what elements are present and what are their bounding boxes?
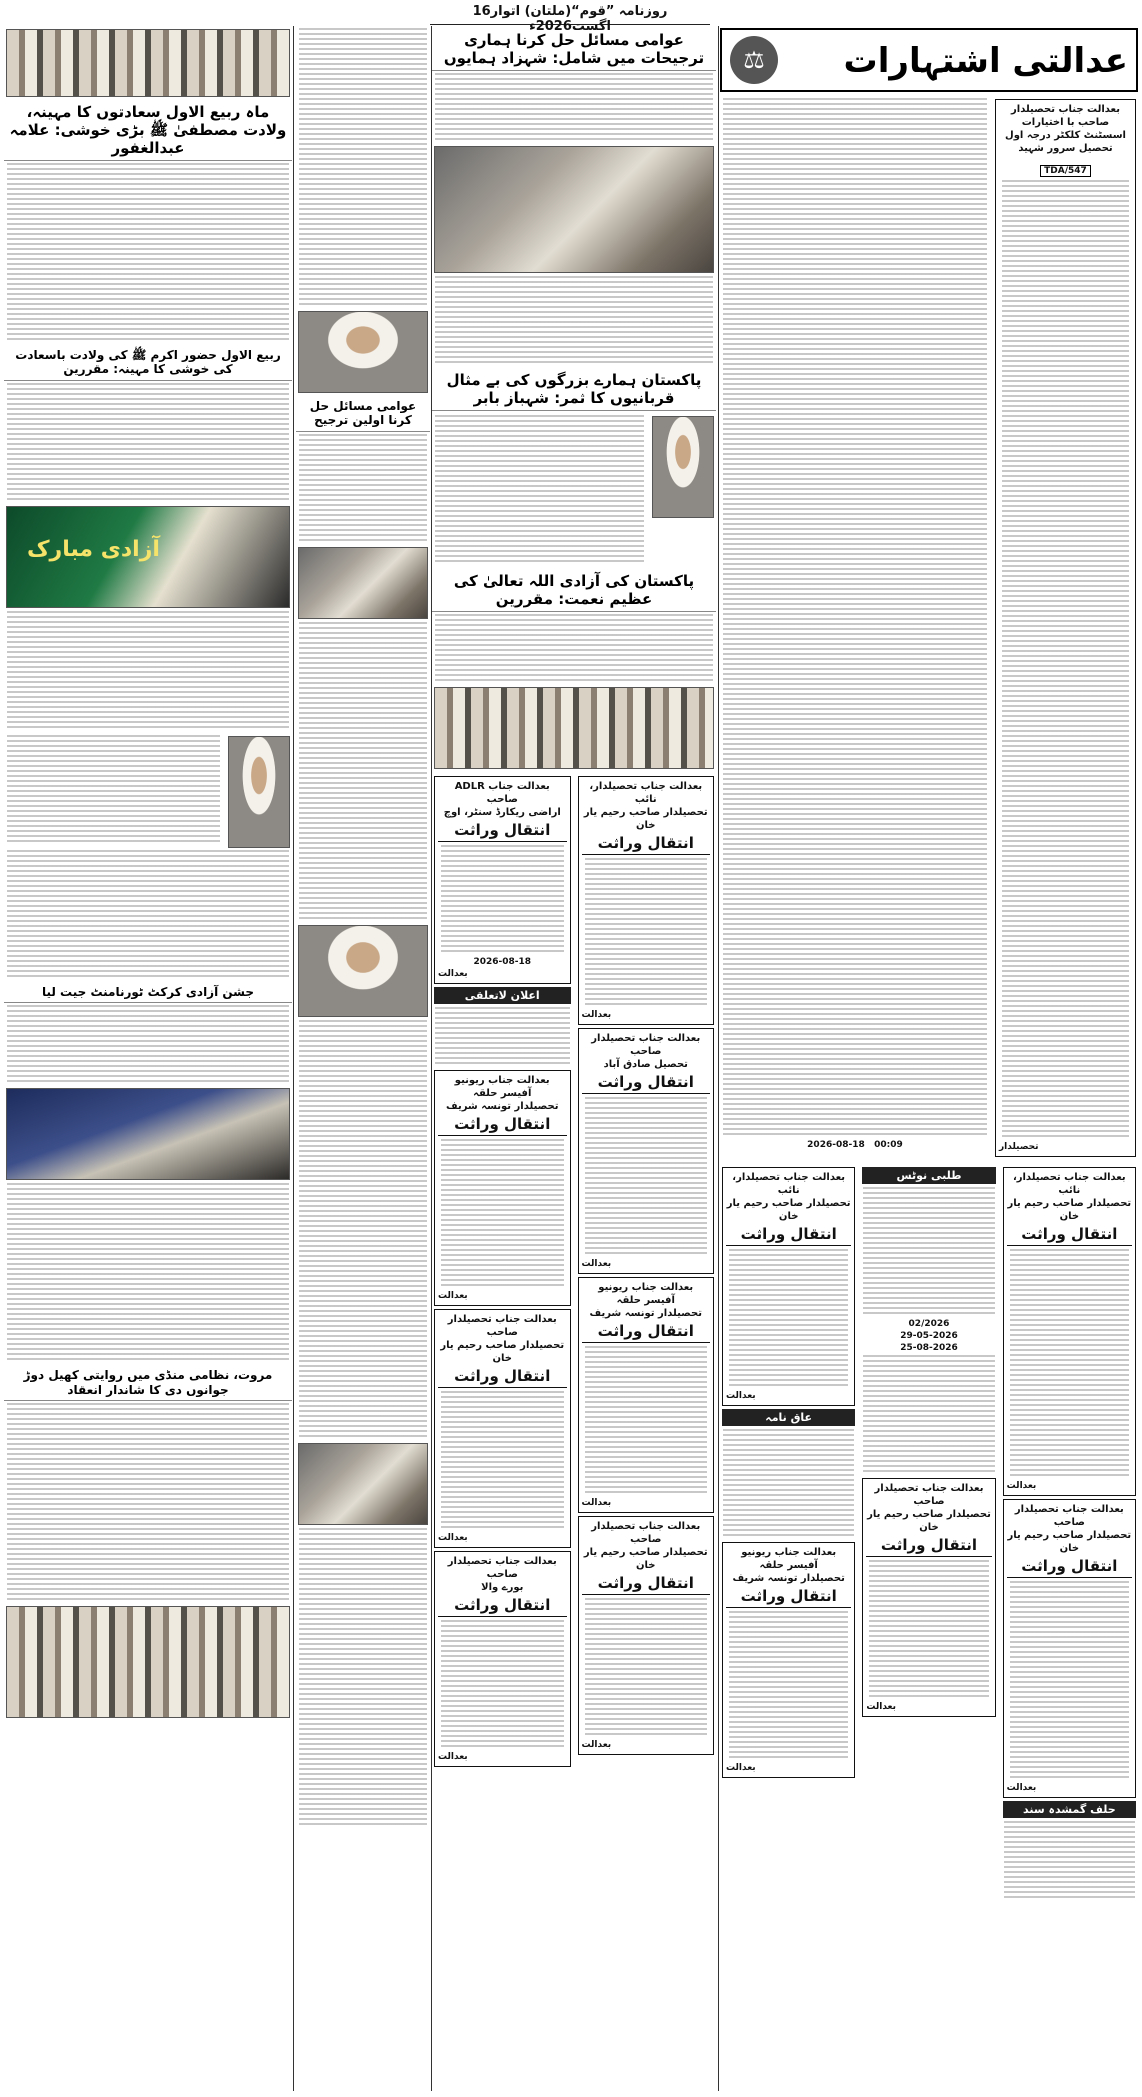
news-headline: مروت، نظامی منڈی میں روایتی کھیل دوڑ جوانوں دی کا شاندار انعقاد bbox=[4, 1365, 292, 1401]
ad-body-text bbox=[723, 98, 987, 1138]
news-headline: ماہ ربیع الاول سعادتوں کا مہینہ، ولادت مصطفیٰ ﷺ بڑی خوشی: علامہ عبدالغفور bbox=[4, 100, 292, 161]
scales-of-justice-icon: ⚖ bbox=[730, 36, 778, 84]
ad-court-name: بعدالت جناب ADLR صاحب bbox=[454, 781, 550, 805]
classified-ad-main bbox=[995, 99, 1136, 1157]
news-headline: عوامی مسائل حل کرنا ہماری ترجیحات میں شامل: شہزاد ہمایوں bbox=[432, 28, 716, 71]
ad-office-name: تحصیلدار تونسہ شریف bbox=[589, 1308, 702, 1319]
classified-ad bbox=[434, 1309, 571, 1548]
classified-ad bbox=[578, 1028, 715, 1274]
ad-body-text bbox=[441, 1391, 564, 1531]
court-ads-banner bbox=[720, 28, 1138, 92]
ad-court-name: بعدالت جناب تحصیلدار، نائب bbox=[1012, 1172, 1126, 1196]
ad-signature: بعدالت bbox=[438, 1533, 468, 1543]
notice-tag: اعلان لاتعلقی bbox=[434, 987, 571, 1004]
classified-ad bbox=[578, 1516, 715, 1755]
ad-signature: بعدالت bbox=[581, 1740, 612, 1750]
ad-court-name: بعدالت جناب تحصیلدار صاحب با اختیارات اسسٹنٹ کلکٹر درجہ اول bbox=[1005, 104, 1126, 141]
classified-ad bbox=[1003, 1499, 1136, 1798]
ad-body-text bbox=[1010, 1249, 1129, 1479]
ad-body-text bbox=[585, 858, 708, 1008]
news-body-text bbox=[435, 276, 713, 366]
ad-time: 00:09 bbox=[874, 1140, 903, 1150]
notice-tag: حلف گمشدہ سند bbox=[1003, 1801, 1136, 1818]
news-body-text bbox=[7, 1183, 289, 1363]
ad-signature: بعدالت bbox=[866, 1702, 896, 1712]
news-body-text bbox=[299, 1020, 427, 1440]
news-headline: عوامی مسائل حل کرنا اولین ترجیح bbox=[296, 396, 430, 432]
ad-signature: بعدالت bbox=[726, 1391, 756, 1401]
classified-ad bbox=[434, 776, 571, 984]
news-column-narrow bbox=[296, 26, 430, 2091]
ad-body-text bbox=[1010, 1581, 1129, 1781]
news-body-text bbox=[7, 611, 289, 731]
ad-office-name: تحصیلدار صاحب رحیم یار خان bbox=[583, 807, 708, 831]
ad-reference-number: TDA/547 bbox=[1040, 165, 1091, 177]
ad-body-text bbox=[729, 1249, 848, 1389]
news-photo-meeting bbox=[434, 146, 714, 273]
ad-title: انتقال وراثت bbox=[582, 834, 711, 855]
ad-court-name: بعدالت جناب ریونیو آفیسر حلقہ bbox=[598, 1282, 694, 1306]
ad-title: انتقال وراثت bbox=[726, 1225, 851, 1246]
ad-body-text bbox=[723, 1429, 854, 1539]
news-body-text bbox=[7, 850, 289, 980]
ad-body-text bbox=[585, 1346, 708, 1496]
ad-office-name: تحصیلدار تونسہ شریف bbox=[446, 1101, 559, 1112]
ad-office-name: تحصیل سرور شہید bbox=[1018, 143, 1113, 154]
ad-body-text bbox=[585, 1598, 708, 1738]
news-photo-crowd bbox=[6, 1606, 290, 1718]
news-photo bbox=[298, 1443, 428, 1525]
classified-ad bbox=[434, 1551, 571, 1767]
column-rule bbox=[293, 26, 294, 2091]
notice-tag: طلبی نوٹس bbox=[862, 1167, 995, 1184]
classified-ad bbox=[722, 1167, 855, 1406]
ad-title: انتقال وراثت bbox=[582, 1574, 711, 1595]
person-portrait bbox=[228, 736, 290, 848]
ad-title: انتقال وراثت bbox=[438, 1115, 567, 1136]
ad-title: انتقال وراثت bbox=[866, 1536, 991, 1557]
classified-ad bbox=[578, 1277, 715, 1513]
ad-body-text bbox=[1004, 1821, 1135, 1901]
news-headline: پاکستان ہمارے بزرگوں کی بے مثال قربانیوں کا ثمر: شہباز بابر bbox=[432, 368, 716, 411]
ad-office-name: تحصیلدار تونسہ شریف bbox=[732, 1573, 845, 1584]
news-body-text bbox=[435, 614, 713, 684]
court-ads-column bbox=[720, 26, 1138, 2091]
news-body-text bbox=[299, 28, 427, 308]
ad-office-name: تحصیلدار صاحب رحیم یار خان bbox=[440, 1340, 565, 1364]
ad-body-text bbox=[441, 1620, 564, 1750]
ad-court-name: بعدالت جناب تحصیلدار صاحب bbox=[591, 1521, 701, 1545]
ad-signature: بعدالت bbox=[581, 1259, 612, 1269]
ad-court-name: بعدالت جناب تحصیلدار صاحب bbox=[874, 1483, 984, 1507]
classified-ad bbox=[862, 1478, 995, 1717]
ad-court-name: بعدالت جناب ریونیو آفیسر حلقہ bbox=[454, 1075, 550, 1099]
news-photo bbox=[298, 311, 428, 393]
ad-signature: بعدالت bbox=[438, 969, 468, 979]
ad-office-name: تحصیلدار صاحب رحیم یار خان bbox=[1007, 1530, 1132, 1554]
ad-title: انتقال وراثت bbox=[438, 821, 567, 842]
ad-body-text bbox=[863, 1355, 994, 1475]
ad-title: انتقال وراثت bbox=[582, 1073, 711, 1094]
ad-body-text bbox=[1002, 180, 1129, 1140]
ad-title: انتقال وراثت bbox=[1007, 1225, 1132, 1246]
masthead-dateline: روزنامہ ”قوم“(ملتان) اتوار16 اگست2026ء bbox=[430, 4, 710, 25]
ad-signature: بعدالت bbox=[581, 1010, 612, 1020]
news-photo-strip bbox=[6, 29, 290, 97]
ad-title: انتقال وراثت bbox=[582, 1322, 711, 1343]
ad-signature: بعدالت bbox=[438, 1752, 468, 1762]
news-column-left bbox=[4, 26, 292, 2091]
ad-office-name: تحصیلدار صاحب رحیم یار خان bbox=[1007, 1198, 1132, 1222]
ad-court-name: بعدالت جناب تحصیلدار، نائب bbox=[732, 1172, 846, 1196]
ad-court-name: بعدالت جناب تحصیلدار صاحب bbox=[591, 1033, 701, 1057]
news-photo-gathering bbox=[434, 687, 714, 769]
news-body-text bbox=[299, 1528, 427, 1828]
person-portrait bbox=[652, 416, 714, 518]
ad-date: 25-08-2026 bbox=[900, 1343, 958, 1353]
ad-date: 2026-08-18 bbox=[473, 957, 532, 967]
ad-title: انتقال وراثت bbox=[438, 1596, 567, 1617]
ad-court-name: بعدالت جناب تحصیلدار صاحب bbox=[1014, 1504, 1124, 1528]
news-headline: جشن آزادی کرکٹ ٹورنامنٹ جیت لیا bbox=[4, 982, 292, 1003]
ad-signature: بعدالت bbox=[581, 1498, 612, 1508]
ad-body-text bbox=[863, 1187, 994, 1317]
ad-signature: بعدالت bbox=[726, 1763, 756, 1773]
photo-caption-banner: آزادی مبارک bbox=[27, 536, 160, 562]
ad-office-name: تحصیلدار صاحب رحیم یار خان bbox=[867, 1509, 991, 1533]
ad-body-text bbox=[441, 845, 564, 955]
ad-date: 29-05-2026 bbox=[900, 1331, 958, 1341]
ad-title: انتقال وراثت bbox=[438, 1367, 567, 1388]
news-headline: پاکستان کی آزادی اللہ تعالیٰ کی عظیم نعمت: مقررین bbox=[432, 569, 716, 612]
news-body-text bbox=[435, 73, 713, 143]
ad-body-text bbox=[729, 1611, 848, 1761]
classified-ad bbox=[1003, 1167, 1136, 1496]
ad-signature: بعدالت bbox=[1006, 1783, 1037, 1793]
ad-office-name: تحصیل صادق آباد bbox=[603, 1059, 688, 1070]
news-photo-banner bbox=[6, 506, 290, 608]
ad-court-name: بعدالت جناب تحصیلدار، نائب bbox=[589, 781, 703, 805]
ad-court-name: بعدالت جناب تحصیلدار صاحب bbox=[447, 1556, 557, 1580]
ad-office-name: تحصیلدار صاحب رحیم یار خان bbox=[583, 1547, 708, 1571]
mixed-column-center bbox=[432, 26, 716, 2091]
news-body-text bbox=[7, 1005, 289, 1085]
ad-body-text bbox=[869, 1560, 988, 1700]
ad-body-text bbox=[435, 1007, 570, 1067]
news-photo bbox=[298, 547, 428, 619]
news-body-text bbox=[7, 735, 220, 845]
news-body-text bbox=[7, 383, 289, 503]
ad-signature: بعدالت bbox=[438, 1291, 468, 1301]
ad-date: 2026-08-18 bbox=[807, 1140, 865, 1150]
news-body-text bbox=[299, 622, 427, 922]
person-portrait bbox=[298, 925, 428, 1017]
notice-tag: عاق نامہ bbox=[722, 1409, 855, 1426]
ad-title: انتقال وراثت bbox=[1007, 1557, 1132, 1578]
ad-date: 02/2026 bbox=[908, 1319, 950, 1329]
classified-ad bbox=[578, 776, 715, 1025]
classified-ad bbox=[722, 1542, 855, 1778]
news-body-text bbox=[299, 434, 427, 544]
news-photo bbox=[6, 1088, 290, 1180]
news-body-text bbox=[7, 1403, 289, 1603]
news-body-text bbox=[435, 415, 644, 565]
ad-court-name: بعدالت جناب تحصیلدار صاحب bbox=[447, 1314, 557, 1338]
ad-office-name: تحصیلدار صاحب رحیم یار خان bbox=[726, 1198, 851, 1222]
ad-signature: بعدالت bbox=[1006, 1481, 1037, 1491]
news-headline: ربیع الاول حضور اکرم ﷺ کی ولادت باسعادت کی خوشی کا مہینہ: مقررین bbox=[4, 345, 292, 381]
ad-body-text bbox=[441, 1139, 564, 1289]
news-body-text bbox=[7, 163, 289, 343]
ad-office-name: اراضی ریکارڈ سنٹر، اوچ bbox=[443, 807, 561, 818]
classified-ad bbox=[434, 1070, 571, 1306]
ad-body-text bbox=[585, 1097, 708, 1257]
ad-office-name: بورے والا bbox=[481, 1582, 524, 1593]
ad-court-name: بعدالت جناب ریونیو آفیسر حلقہ bbox=[741, 1547, 837, 1571]
ad-title: انتقال وراثت bbox=[726, 1587, 851, 1608]
column-rule bbox=[718, 26, 719, 2091]
ad-signature: تحصیلدار bbox=[999, 1142, 1039, 1152]
court-ads-title: عدالتی اشتہارات bbox=[843, 40, 1128, 81]
